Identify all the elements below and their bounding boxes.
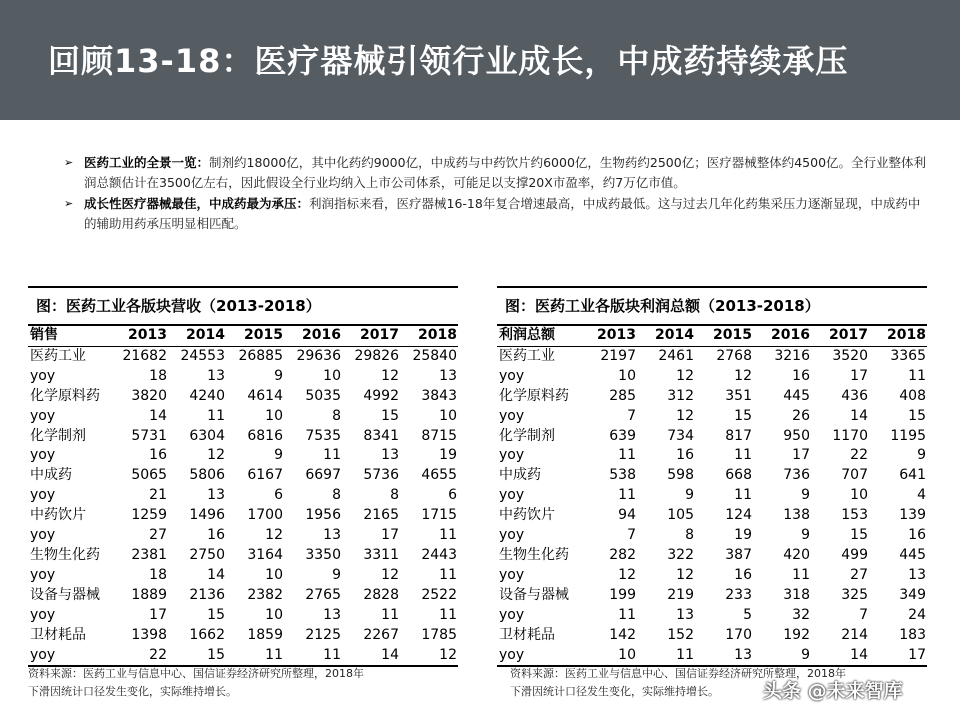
table-cell: 12 <box>618 566 636 583</box>
table-cell: 349 <box>899 586 926 603</box>
table-cell: 183 <box>899 626 926 643</box>
column-header-category: 利润总额 <box>499 327 555 343</box>
table-cell: 5806 <box>189 467 225 484</box>
table-cell: 4655 <box>421 467 457 484</box>
row-label: yoy <box>499 566 525 583</box>
table-cell: 2382 <box>247 586 283 603</box>
table-cell: 2136 <box>189 586 225 603</box>
table-cell: 12 <box>207 447 225 464</box>
row-label: 生物生化药 <box>30 546 100 563</box>
table-cell: 387 <box>725 546 752 563</box>
table-cell: 21682 <box>122 347 167 364</box>
table-cell: 641 <box>899 467 926 484</box>
table-cell: 11 <box>676 646 694 663</box>
table-header-row <box>28 325 458 346</box>
table-cell: 734 <box>667 427 694 444</box>
row-label: 设备与器械 <box>30 586 100 603</box>
table-cell: 27 <box>149 527 167 544</box>
table-cell: 138 <box>783 507 810 524</box>
table-cell: 4 <box>917 487 926 504</box>
table-cell: 2461 <box>658 347 694 364</box>
table-row <box>497 566 927 586</box>
table-cell: 322 <box>667 546 694 563</box>
row-label: yoy <box>499 646 525 663</box>
table-cell: 2522 <box>421 586 457 603</box>
row-label: 医药工业 <box>30 347 86 364</box>
table-cell: 12 <box>676 407 694 424</box>
table-row <box>28 407 458 427</box>
table-cell: 3216 <box>774 347 810 364</box>
table-cell: 6167 <box>247 467 283 484</box>
table-cell: 7 <box>627 407 636 424</box>
table-cell: 5035 <box>305 387 341 404</box>
table-cell: 8 <box>332 487 341 504</box>
table-cell: 13 <box>207 367 225 384</box>
table-cell: 11 <box>207 407 225 424</box>
table-cell: 12 <box>676 566 694 583</box>
table-cell: 2750 <box>189 546 225 563</box>
table-cell: 639 <box>609 427 636 444</box>
table-cell: 17 <box>850 367 868 384</box>
table-cell: 11 <box>618 487 636 504</box>
table-cell: 18 <box>149 367 167 384</box>
table-cell: 6304 <box>189 427 225 444</box>
table-cell: 445 <box>783 387 810 404</box>
table-cell: 11 <box>439 566 457 583</box>
table-cell: 436 <box>841 387 868 404</box>
table-cell: 6 <box>448 487 457 504</box>
table-row <box>28 427 458 447</box>
table-cell: 11 <box>734 487 752 504</box>
table-cell: 2828 <box>363 586 399 603</box>
table-cell: 13 <box>676 606 694 623</box>
table-cell: 14 <box>850 407 868 424</box>
table-cell: 139 <box>899 507 926 524</box>
row-label: 化学原料药 <box>30 387 100 404</box>
bullet-item <box>62 153 932 193</box>
table-cell: 11 <box>381 606 399 623</box>
table-cell: 408 <box>899 387 926 404</box>
table-cell: 7 <box>627 527 636 544</box>
row-label: 设备与器械 <box>499 586 569 603</box>
table-cell: 1700 <box>247 507 283 524</box>
table-cell: 10 <box>265 407 283 424</box>
table-cell: 12 <box>439 646 457 663</box>
table-cell: 9 <box>274 367 283 384</box>
table-cell: 8715 <box>421 427 457 444</box>
column-header-year: 2013 <box>128 327 167 343</box>
table-row <box>497 387 927 407</box>
column-header-year: 2018 <box>887 327 926 343</box>
table-cell: 11 <box>323 646 341 663</box>
table-cell: 2768 <box>716 347 752 364</box>
table-cell: 1496 <box>189 507 225 524</box>
column-header-year: 2015 <box>244 327 283 343</box>
table-cell: 19 <box>734 527 752 544</box>
table-cell: 22 <box>850 447 868 464</box>
table-cell: 15 <box>381 407 399 424</box>
table-cell: 19 <box>439 447 457 464</box>
table-cell: 351 <box>725 387 752 404</box>
table-cell: 4992 <box>363 387 399 404</box>
row-label: yoy <box>499 487 525 504</box>
table-cell: 9 <box>801 487 810 504</box>
table-cell: 6816 <box>247 427 283 444</box>
table-cell: 282 <box>609 546 636 563</box>
table-cell: 10 <box>323 367 341 384</box>
table-cell: 13 <box>381 447 399 464</box>
table-cell: 15 <box>908 407 926 424</box>
row-label: 卫材耗品 <box>30 626 86 643</box>
table-cell: 598 <box>667 467 694 484</box>
table-cell: 12 <box>381 566 399 583</box>
profit-panel <box>497 286 927 667</box>
row-label: yoy <box>30 527 56 544</box>
table-cell: 2197 <box>600 347 636 364</box>
table-cell: 12 <box>734 367 752 384</box>
table-cell: 2443 <box>421 546 457 563</box>
table-cell: 4614 <box>247 387 283 404</box>
bullet-heading: 成长性医疗器械最佳，中成药最为承压： <box>84 196 310 211</box>
table-cell: 152 <box>667 626 694 643</box>
table-cell: 153 <box>841 507 868 524</box>
table-cell: 9 <box>801 527 810 544</box>
table-cell: 26 <box>792 407 810 424</box>
table-cell: 2267 <box>363 626 399 643</box>
table-cell: 325 <box>841 586 868 603</box>
table-row <box>497 586 927 606</box>
table-row <box>497 646 927 667</box>
table-cell: 1195 <box>890 427 926 444</box>
table-cell: 420 <box>783 546 810 563</box>
row-label: yoy <box>30 447 56 464</box>
column-header-year: 2016 <box>302 327 341 343</box>
table-cell: 13 <box>323 606 341 623</box>
column-header-year: 2014 <box>655 327 694 343</box>
table-cell: 9 <box>332 566 341 583</box>
table-cell: 105 <box>667 507 694 524</box>
table-row <box>497 606 927 626</box>
table-cell: 13 <box>734 646 752 663</box>
table-cell: 8 <box>390 487 399 504</box>
row-label: 生物生化药 <box>499 546 569 563</box>
table-cell: 16 <box>149 447 167 464</box>
table-cell: 27 <box>850 566 868 583</box>
column-header-year: 2017 <box>829 327 868 343</box>
table-row <box>28 646 458 667</box>
table-cell: 8 <box>685 527 694 544</box>
row-label: 医药工业 <box>499 347 555 364</box>
table-cell: 18 <box>149 566 167 583</box>
column-header-year: 2017 <box>360 327 399 343</box>
table-row <box>497 626 927 646</box>
table-cell: 13 <box>207 487 225 504</box>
table-row <box>497 506 927 526</box>
table-cell: 24 <box>908 606 926 623</box>
table-cell: 199 <box>609 586 636 603</box>
profit-table <box>497 324 927 667</box>
table-row <box>497 546 927 566</box>
table-cell: 1662 <box>189 626 225 643</box>
table-row <box>28 546 458 566</box>
table-cell: 950 <box>783 427 810 444</box>
source-line: 下滑因统计口径发生变化，实际维持增长。 <box>510 685 719 698</box>
page-title: 回顾13-18：医疗器械引领行业成长，中成药持续承压 <box>48 42 849 80</box>
table-cell: 9 <box>274 447 283 464</box>
revenue-panel <box>28 286 458 667</box>
table-cell: 3365 <box>890 347 926 364</box>
table-cell: 1956 <box>305 507 341 524</box>
table-cell: 16 <box>676 447 694 464</box>
table-cell: 14 <box>149 407 167 424</box>
bullet-text: 制剂约18000亿，其中化药约9000亿，中成药与中药饮片约6000亿，生物药约2500亿；医疗器械整体约4500亿。全行业整体利润总额估计在3500亿左右，因此假设全行业均纳入上市公司体系，可能足以支撑20X市盈率，约7万亿市值。 <box>84 155 927 190</box>
row-label: yoy <box>30 407 56 424</box>
table-cell: 2765 <box>305 586 341 603</box>
row-label: 卫材耗品 <box>499 626 555 643</box>
table-cell: 11 <box>908 367 926 384</box>
table-cell: 9 <box>917 447 926 464</box>
table-cell: 3311 <box>363 546 399 563</box>
column-header-category: 销售 <box>30 327 58 343</box>
row-label: yoy <box>499 407 525 424</box>
table-cell: 16 <box>908 527 926 544</box>
arrow-bullet-icon: ➢ <box>64 197 74 210</box>
table-cell: 2381 <box>131 546 167 563</box>
table-cell: 9 <box>801 646 810 663</box>
table-cell: 8341 <box>363 427 399 444</box>
row-label: 中药饮片 <box>499 507 555 524</box>
table-cell: 32 <box>792 606 810 623</box>
row-label: yoy <box>499 606 525 623</box>
table-cell: 15 <box>207 606 225 623</box>
row-label: yoy <box>30 646 56 663</box>
table-cell: 6697 <box>305 467 341 484</box>
revenue-source-note <box>28 665 468 701</box>
table-cell: 5 <box>743 606 752 623</box>
table-cell: 3843 <box>421 387 457 404</box>
table-row <box>28 586 458 606</box>
column-header-year: 2013 <box>597 327 636 343</box>
table-cell: 25840 <box>412 347 457 364</box>
table-cell: 12 <box>265 527 283 544</box>
row-label: 中成药 <box>30 467 72 484</box>
source-line: 资料来源：医药工业与信息中心、国信证券经济研究所整理，2018年 <box>28 667 364 680</box>
column-header-year: 2016 <box>771 327 810 343</box>
table-cell: 10 <box>265 566 283 583</box>
table-cell: 15 <box>207 646 225 663</box>
table-cell: 9 <box>685 487 694 504</box>
table-cell: 285 <box>609 387 636 404</box>
row-label: 化学制剂 <box>30 427 86 444</box>
table-cell: 318 <box>783 586 810 603</box>
table-cell: 10 <box>618 367 636 384</box>
table-cell: 445 <box>899 546 926 563</box>
table-row <box>28 626 458 646</box>
table-row <box>28 566 458 586</box>
table-cell: 1170 <box>832 427 868 444</box>
table-cell: 13 <box>439 367 457 384</box>
row-label: 中成药 <box>499 467 541 484</box>
table-row <box>497 446 927 466</box>
table-cell: 499 <box>841 546 868 563</box>
table-row <box>28 526 458 546</box>
table-cell: 7535 <box>305 427 341 444</box>
table-row <box>28 466 458 486</box>
table-cell: 11 <box>618 606 636 623</box>
table-cell: 3520 <box>832 347 868 364</box>
row-label: yoy <box>499 367 525 384</box>
column-header-year: 2014 <box>186 327 225 343</box>
table-cell: 1398 <box>131 626 167 643</box>
table-cell: 6 <box>274 487 283 504</box>
table-row <box>28 387 458 407</box>
table-cell: 11 <box>439 606 457 623</box>
table-cell: 12 <box>676 367 694 384</box>
row-label: yoy <box>499 447 525 464</box>
table-cell: 29636 <box>296 347 341 364</box>
table-cell: 1889 <box>131 586 167 603</box>
table-cell: 94 <box>618 507 636 524</box>
table-cell: 707 <box>841 467 868 484</box>
arrow-bullet-icon: ➢ <box>64 156 74 169</box>
source-line: 资料来源：医药工业与信息中心、国信证券经济研究所整理，2018年 <box>510 667 846 680</box>
table-cell: 17 <box>792 447 810 464</box>
bullet-text: 利润指标来看，医疗器械16-18年复合增速最高，中成药最低。这与过去几年化药集采压力逐渐显现，中成药中的辅助用药承压明显相匹配。 <box>84 196 921 231</box>
bullet-heading: 医药工业的全景一览： <box>84 155 210 170</box>
table-cell: 15 <box>850 527 868 544</box>
table-cell: 14 <box>381 646 399 663</box>
row-label: yoy <box>30 566 56 583</box>
table-cell: 11 <box>734 447 752 464</box>
table-cell: 14 <box>850 646 868 663</box>
table-cell: 1859 <box>247 626 283 643</box>
table-row <box>28 506 458 526</box>
source-line: 下滑因统计口径发生变化，实际维持增长。 <box>28 685 237 698</box>
table-cell: 5736 <box>363 467 399 484</box>
table-cell: 3164 <box>247 546 283 563</box>
row-label: 化学原料药 <box>499 387 569 404</box>
table-cell: 538 <box>609 467 636 484</box>
table-cell: 10 <box>265 606 283 623</box>
profit-table-title: 图：医药工业各版块利润总额（2013-2018） <box>497 286 927 324</box>
table-header-row <box>497 325 927 346</box>
revenue-table <box>28 324 458 667</box>
table-cell: 8 <box>332 407 341 424</box>
table-cell: 312 <box>667 387 694 404</box>
table-cell: 3350 <box>305 546 341 563</box>
table-cell: 2165 <box>363 507 399 524</box>
table-cell: 11 <box>618 447 636 464</box>
watermark: 头条 @未来智库 <box>763 680 903 702</box>
table-cell: 17 <box>381 527 399 544</box>
table-cell: 17 <box>149 606 167 623</box>
table-cell: 1785 <box>421 626 457 643</box>
table-cell: 219 <box>667 586 694 603</box>
row-label: 中药饮片 <box>30 507 86 524</box>
table-cell: 817 <box>725 427 752 444</box>
table-row <box>497 526 927 546</box>
column-header-year: 2018 <box>418 327 457 343</box>
summary-bullets <box>62 153 932 235</box>
row-label: 化学制剂 <box>499 427 555 444</box>
table-cell: 16 <box>792 367 810 384</box>
table-cell: 29826 <box>354 347 399 364</box>
table-cell: 13 <box>323 527 341 544</box>
table-row <box>497 407 927 427</box>
table-cell: 11 <box>792 566 810 583</box>
table-cell: 13 <box>908 566 926 583</box>
table-cell: 1259 <box>131 507 167 524</box>
table-cell: 4240 <box>189 387 225 404</box>
table-cell: 124 <box>725 507 752 524</box>
bullet-item <box>62 194 932 234</box>
table-row <box>28 367 458 387</box>
table-cell: 15 <box>734 407 752 424</box>
table-cell: 233 <box>725 586 752 603</box>
table-cell: 5065 <box>131 467 167 484</box>
column-header-year: 2015 <box>713 327 752 343</box>
row-label: yoy <box>30 367 56 384</box>
table-cell: 11 <box>439 527 457 544</box>
table-cell: 214 <box>841 626 868 643</box>
table-cell: 21 <box>149 487 167 504</box>
table-row <box>497 466 927 486</box>
table-cell: 2125 <box>305 626 341 643</box>
table-cell: 142 <box>609 626 636 643</box>
table-row <box>497 367 927 387</box>
table-cell: 17 <box>908 646 926 663</box>
row-label: yoy <box>499 527 525 544</box>
table-row <box>497 486 927 506</box>
table-cell: 12 <box>381 367 399 384</box>
table-row <box>28 606 458 626</box>
table-cell: 10 <box>618 646 636 663</box>
title-banner <box>0 0 960 120</box>
table-cell: 11 <box>265 646 283 663</box>
table-row <box>497 346 927 366</box>
table-cell: 26885 <box>238 347 283 364</box>
table-cell: 22 <box>149 646 167 663</box>
table-cell: 10 <box>850 487 868 504</box>
table-cell: 10 <box>439 407 457 424</box>
table-cell: 3820 <box>131 387 167 404</box>
table-row <box>497 427 927 447</box>
table-cell: 16 <box>734 566 752 583</box>
table-cell: 170 <box>725 626 752 643</box>
table-cell: 1715 <box>421 507 457 524</box>
table-cell: 14 <box>207 566 225 583</box>
table-cell: 7 <box>859 606 868 623</box>
row-label: yoy <box>30 606 56 623</box>
table-cell: 24553 <box>180 347 225 364</box>
table-cell: 736 <box>783 467 810 484</box>
table-row <box>28 486 458 506</box>
table-cell: 16 <box>207 527 225 544</box>
table-cell: 192 <box>783 626 810 643</box>
revenue-table-title: 图：医药工业各版块营收（2013-2018） <box>28 286 458 324</box>
row-label: yoy <box>30 487 56 504</box>
table-cell: 668 <box>725 467 752 484</box>
table-row <box>28 446 458 466</box>
table-row <box>28 346 458 366</box>
table-cell: 11 <box>323 447 341 464</box>
table-cell: 5731 <box>131 427 167 444</box>
